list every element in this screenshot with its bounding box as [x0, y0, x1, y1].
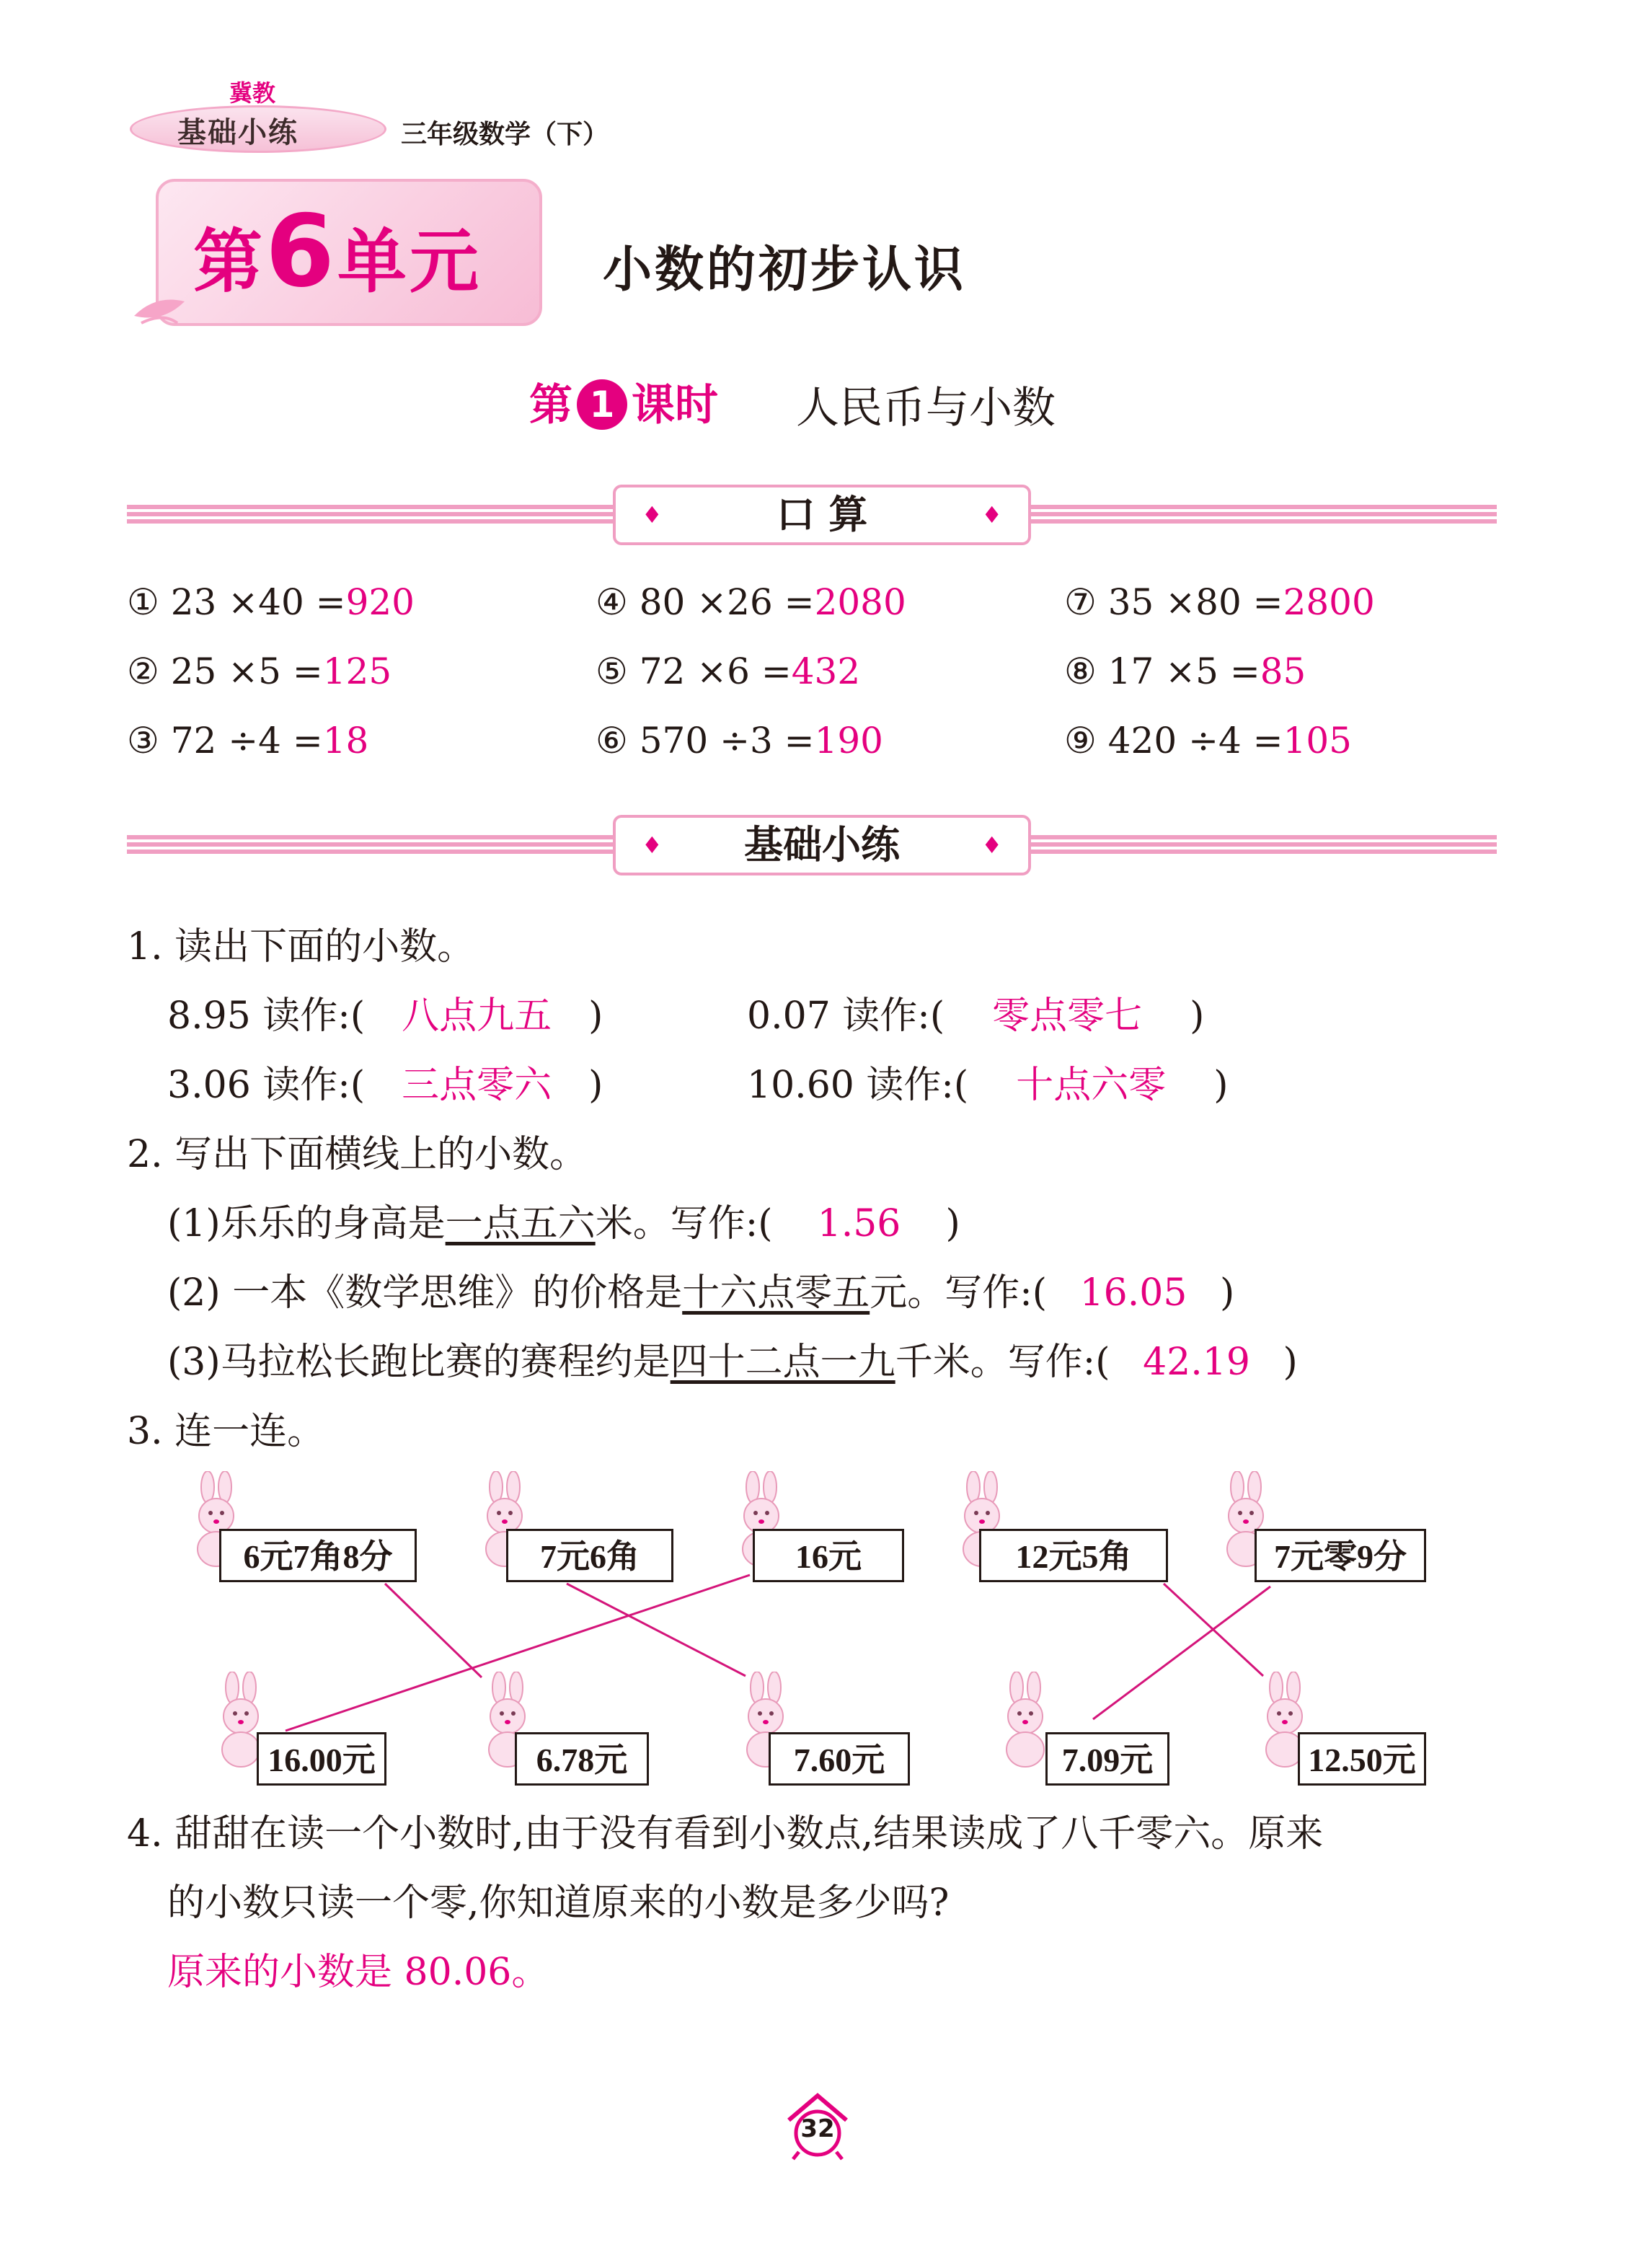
match-box[interactable]: 7元零9分	[1255, 1529, 1426, 1582]
unit-title: 小数的初步认识	[603, 242, 967, 299]
q1-item: 8.95 读作:( 八点九五 )	[167, 994, 603, 1038]
match-box[interactable]: 6.78元	[515, 1732, 649, 1786]
oral-calc-item: ⑥ 570 ÷3 =190	[596, 720, 883, 762]
q2-item: (3)马拉松长跑比赛的赛程约是四十二点一九千米。写作:( 42.19 )	[167, 1341, 1298, 1384]
oral-calc-item: ② 25 ×5 =125	[127, 650, 392, 692]
q3-title: 3. 连一连。	[127, 1410, 325, 1453]
series-name: 基础小练	[177, 116, 298, 149]
q2-item: (1)乐乐的身高是一点五六米。写作:( 1.56 )	[167, 1202, 960, 1245]
q1-item: 10.60 读作:( 十点六零 )	[747, 1064, 1229, 1107]
q4-line2: 的小数只读一个零,你知道原来的小数是多少吗?	[167, 1881, 950, 1925]
diamond-icon: ♦	[981, 501, 1002, 529]
diamond-icon: ♦	[642, 831, 663, 859]
oral-calc-item: ⑤ 72 ×6 =432	[596, 650, 861, 692]
oral-calc-item: ③ 72 ÷4 =18	[127, 720, 369, 762]
leaf-icon	[127, 287, 192, 330]
q1-title: 1. 读出下面的小数。	[127, 925, 475, 968]
diamond-icon: ♦	[642, 501, 663, 529]
match-line	[567, 1584, 746, 1676]
q4-line1: 4. 甜甜在读一个小数时,由于没有看到小数点,结果读成了八千零六。原来	[127, 1812, 1324, 1856]
lesson-title: 人民币与小数	[796, 383, 1056, 433]
section-banner-oral: ♦ 口 算 ♦	[613, 485, 1031, 545]
q1-item: 3.06 读作:( 三点零六 )	[167, 1064, 603, 1107]
match-line	[385, 1584, 482, 1677]
lesson-label: 第 1 课时	[529, 380, 718, 431]
oral-calc-item: ⑨ 420 ÷4 =105	[1064, 720, 1352, 762]
publisher-label: 冀教	[229, 79, 276, 107]
match-line	[1093, 1587, 1270, 1719]
oral-calc-item: ⑧ 17 ×5 =85	[1064, 650, 1306, 692]
q2-item: (2) 一本《数学思维》的价格是十六点零五元。写作:( 16.05 )	[167, 1271, 1235, 1315]
match-box[interactable]: 16元	[753, 1529, 904, 1582]
oral-calc-item: ④ 80 ×26 =2080	[596, 581, 906, 623]
page-number: 32	[800, 2114, 835, 2143]
q1-item: 0.07 读作:( 零点零七 )	[747, 994, 1205, 1038]
oral-calc-item: ① 23 ×40 =920	[127, 581, 415, 623]
match-box[interactable]: 7.09元	[1045, 1732, 1169, 1786]
match-box[interactable]: 16.00元	[257, 1732, 386, 1786]
match-line	[1164, 1584, 1263, 1676]
match-box[interactable]: 7.60元	[769, 1732, 910, 1786]
match-box[interactable]: 7元6角	[506, 1529, 673, 1582]
diamond-icon: ♦	[981, 831, 1002, 859]
grade-label: 三年级数学（下）	[401, 120, 609, 149]
q4-answer: 原来的小数是 80.06。	[167, 1951, 549, 1994]
section-banner-basic: ♦ 基础小练 ♦	[613, 815, 1031, 875]
unit-label: 第6单元	[193, 193, 482, 309]
oral-calc-item: ⑦ 35 ×80 =2800	[1064, 581, 1375, 623]
match-box[interactable]: 6元7角8分	[219, 1529, 417, 1582]
match-box[interactable]: 12元5角	[979, 1529, 1168, 1582]
lesson-number: 1	[577, 379, 627, 430]
q2-title: 2. 写出下面横线上的小数。	[127, 1133, 588, 1176]
match-box[interactable]: 12.50元	[1298, 1732, 1426, 1786]
